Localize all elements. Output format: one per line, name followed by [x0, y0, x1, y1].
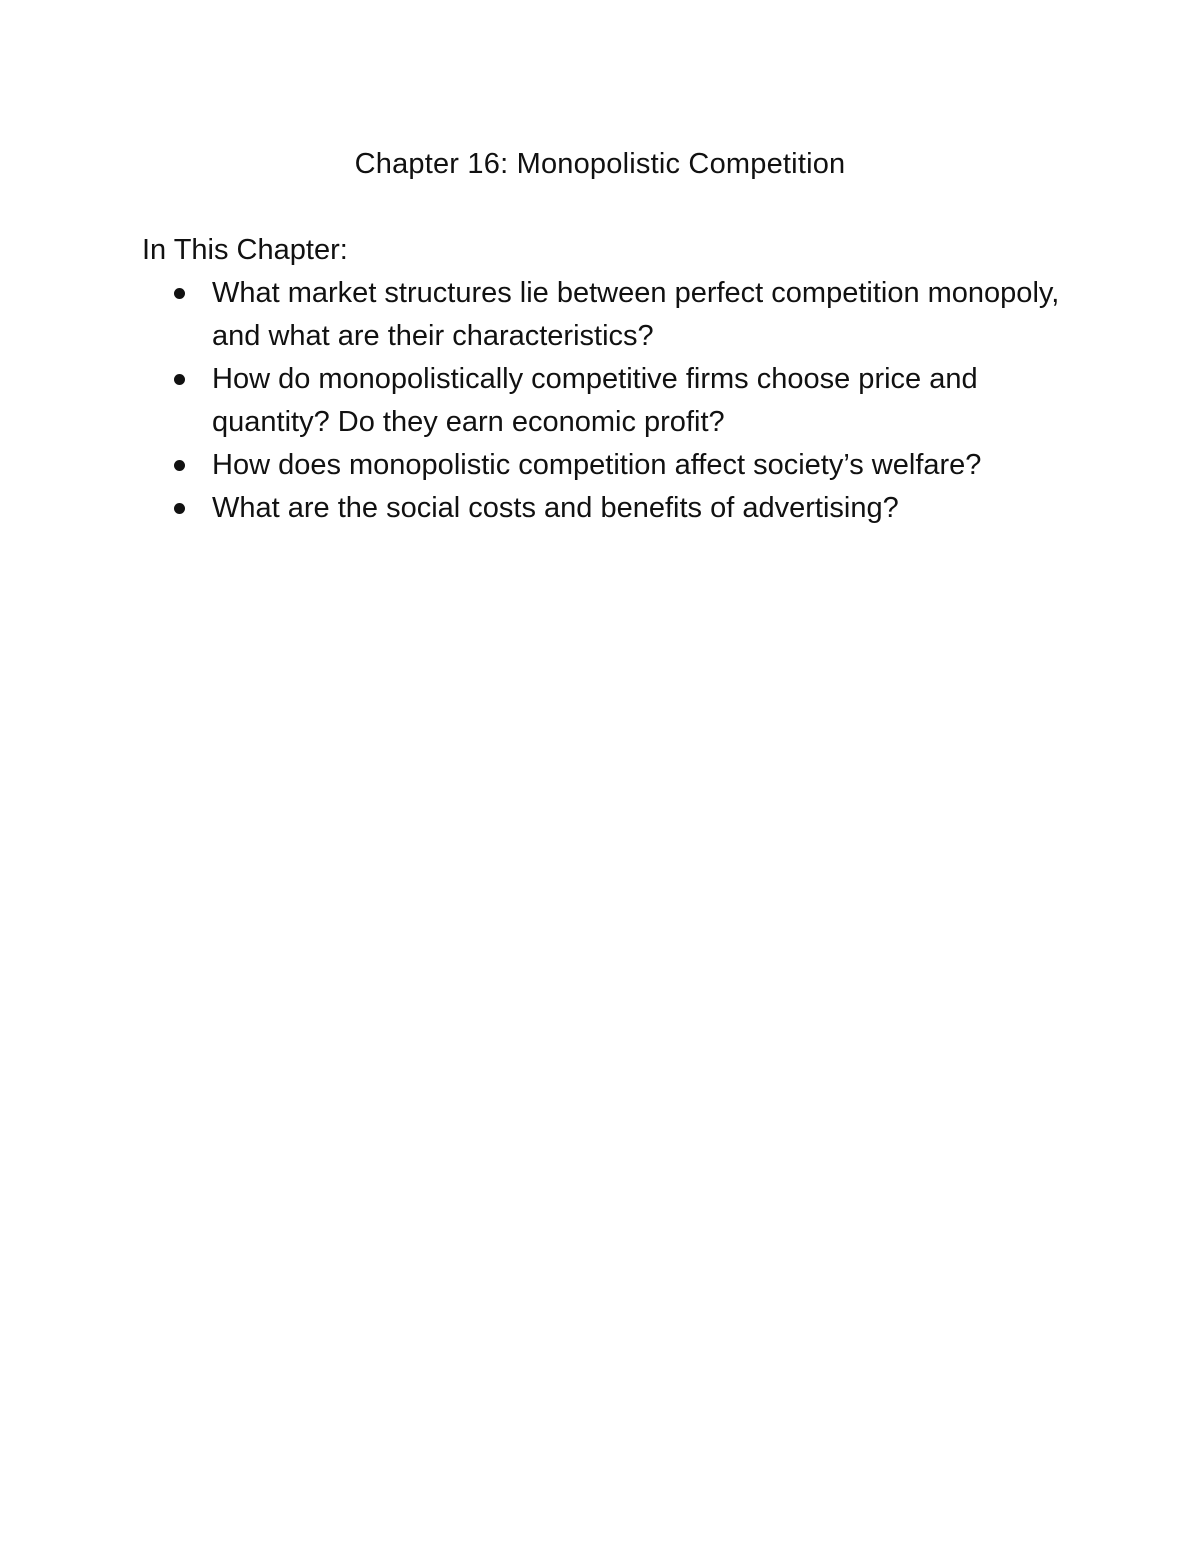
- list-item: [170, 358, 1070, 444]
- bullet-list: [170, 272, 1070, 530]
- bullet-text: What are the social costs and benefits of advertising?: [212, 492, 899, 524]
- list-item: [170, 444, 1070, 487]
- bullet-text: How do monopolistically competitive firms choose price and quantity? Do they earn economic profit?: [212, 363, 978, 438]
- bullet-icon: [174, 460, 185, 471]
- bullet-text: What market structures lie between perfect competition monopoly, and what are their characteristics?: [212, 277, 1060, 352]
- list-item: [170, 272, 1070, 358]
- bullet-icon: [174, 374, 185, 385]
- page-title: Chapter 16: Monopolistic Competition: [354, 148, 846, 180]
- list-item: [170, 487, 1070, 530]
- bullet-text: How does monopolistic competition affect society’s welfare?: [212, 449, 982, 481]
- bullet-icon: [174, 503, 185, 514]
- bullet-icon: [174, 288, 185, 299]
- section-intro: In This Chapter:: [142, 234, 348, 266]
